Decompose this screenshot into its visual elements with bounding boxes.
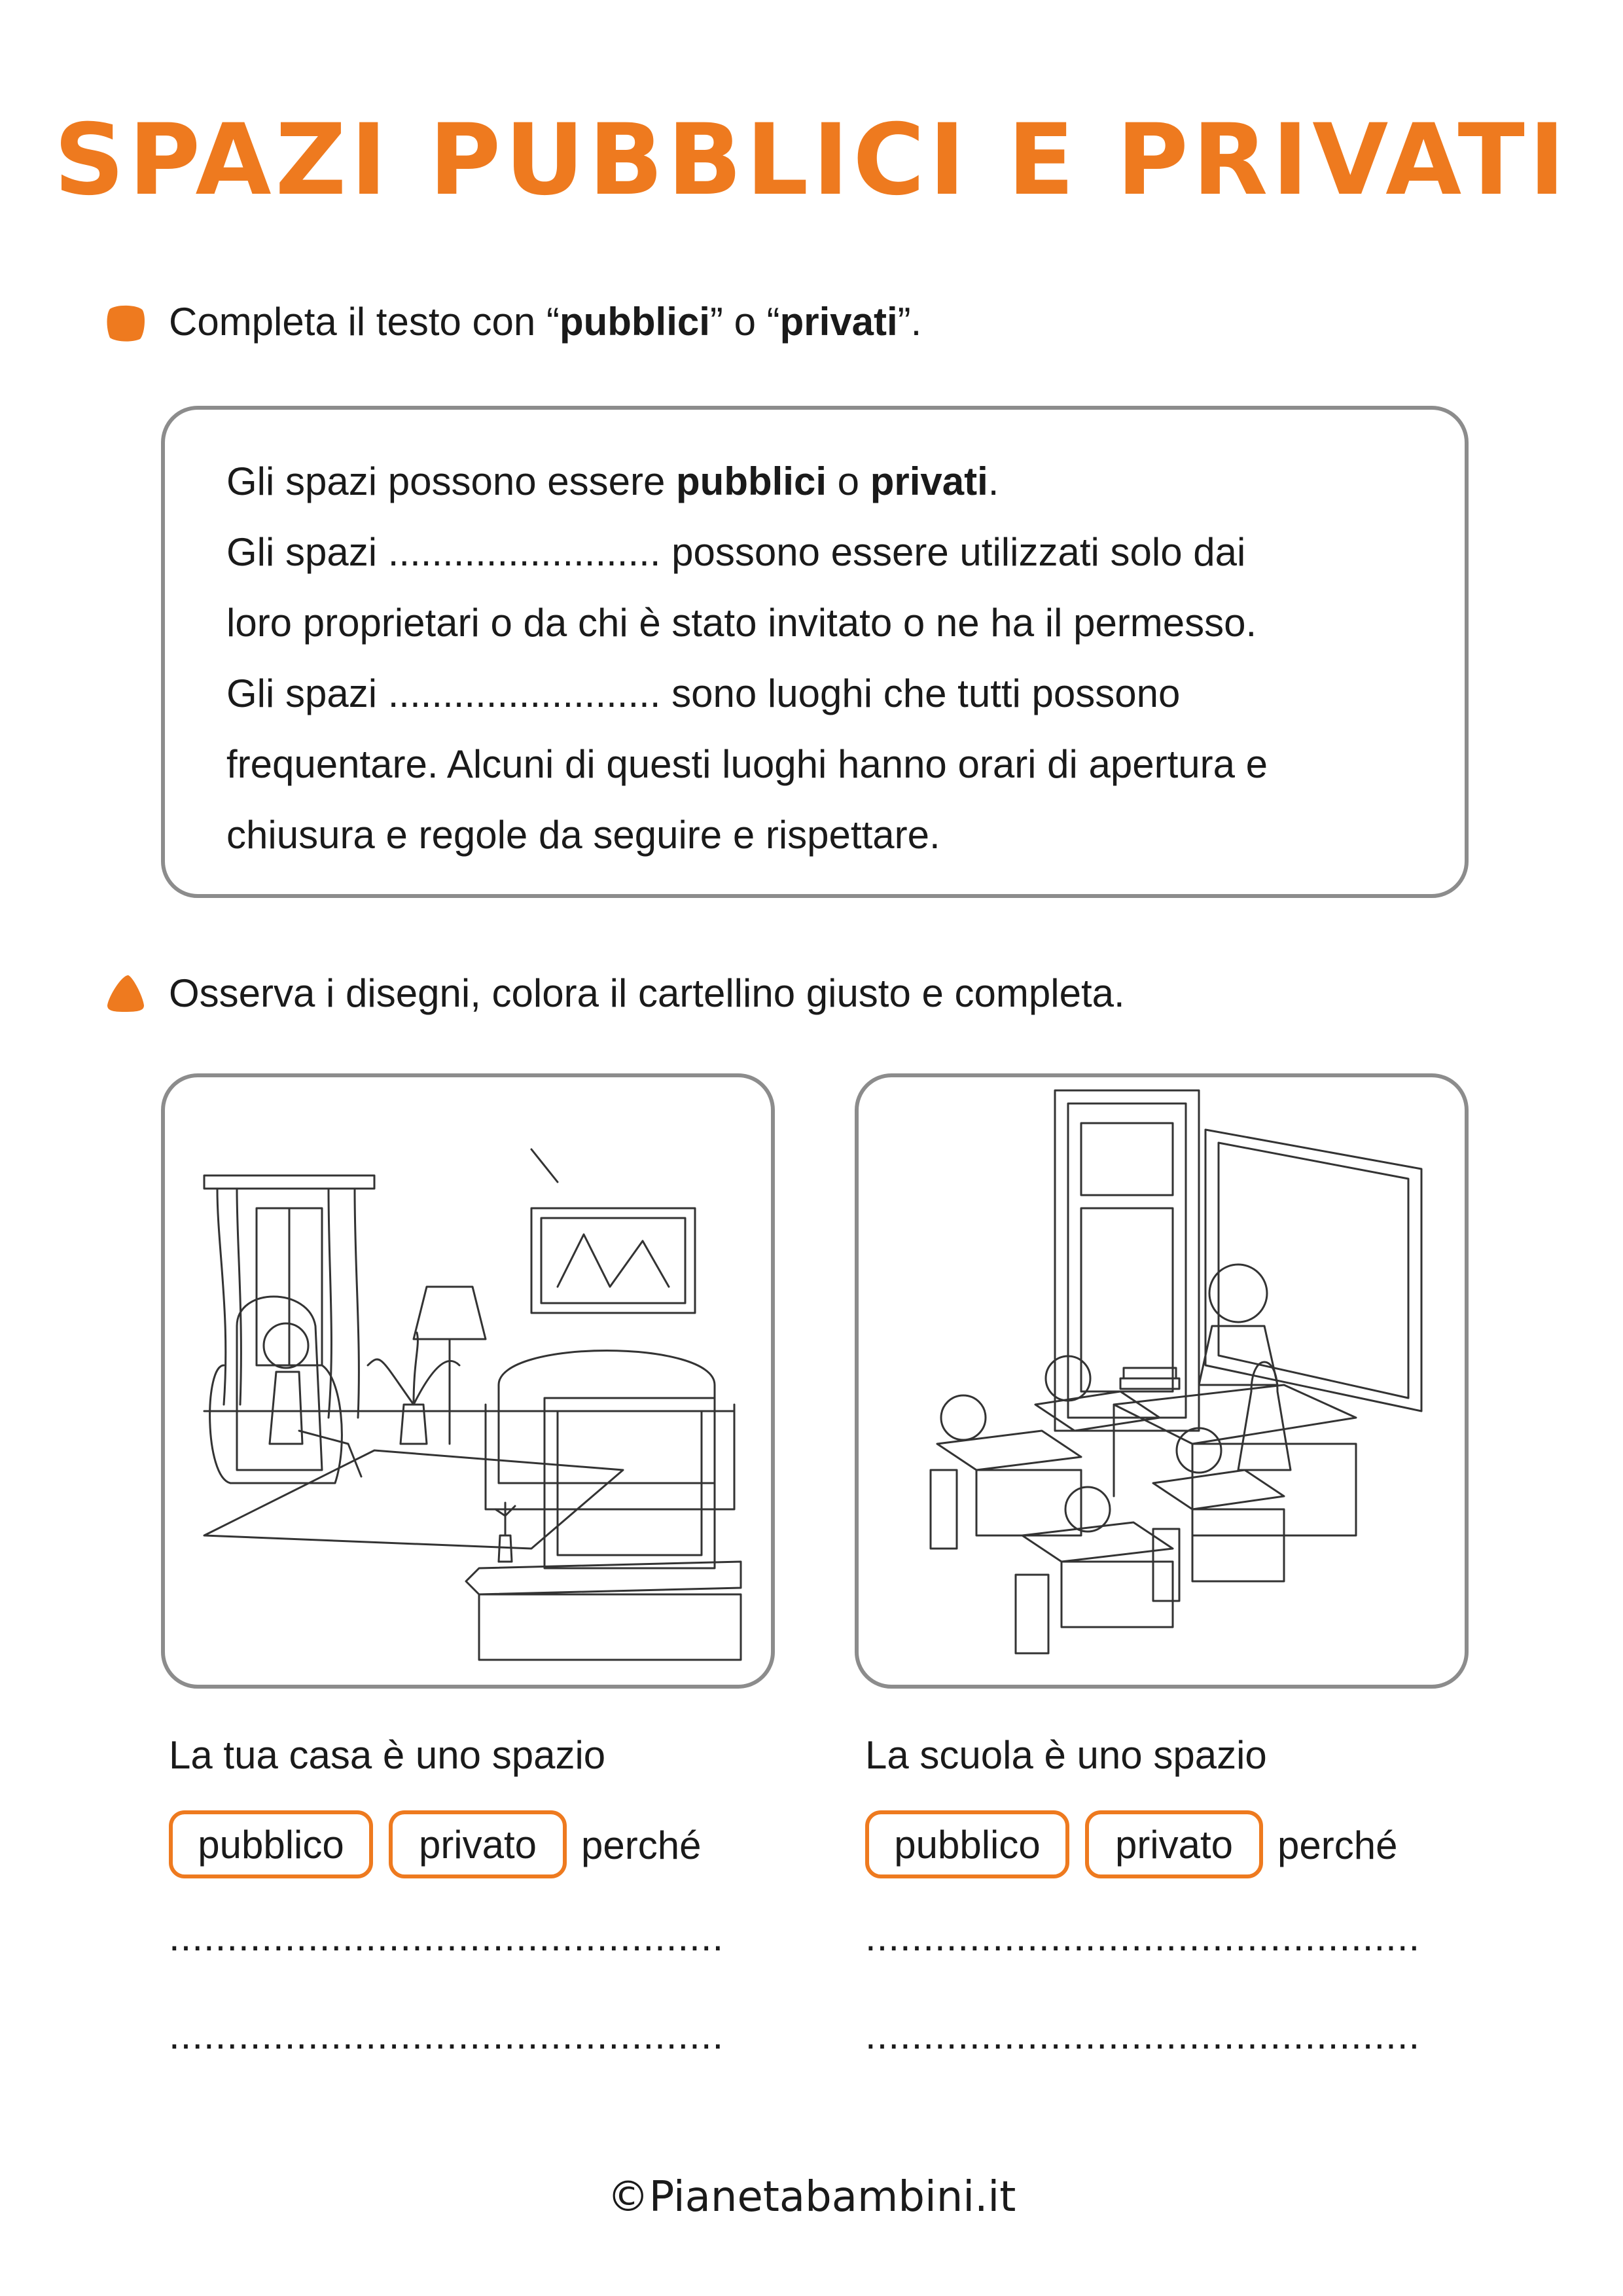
footer-copyright: ©Pianetabambini.it — [607, 2173, 1016, 2221]
right-because: perché — [1277, 1823, 1398, 1867]
passage-line-4[interactable]: Gli spazi ......................... sono luoghi che tutti possono — [226, 672, 1181, 715]
left-option-pubblico[interactable]: pubblico — [169, 1810, 373, 1878]
living-room-picture-frame — [161, 1073, 775, 1689]
right-answer-line-2[interactable]: ................................................ — [865, 2016, 1421, 2055]
instruction-1: Completa il testo con “pubblici” o “privati”. — [169, 300, 922, 344]
left-option-privato[interactable]: privato — [389, 1810, 567, 1878]
passage-line-1: Gli spazi possono essere pubblici o privati. — [226, 459, 999, 503]
left-question: La tua casa è uno spazio — [169, 1733, 606, 1777]
right-answer-line-1[interactable]: ................................................ — [865, 1918, 1421, 1957]
passage-box — [161, 406, 1469, 898]
passage-line-2[interactable]: Gli spazi ......................... possono essere utilizzati solo dai — [226, 530, 1246, 574]
instruction-2: Osserva i disegni, colora il cartellino giusto e completa. — [169, 971, 1125, 1015]
classroom-picture-frame — [855, 1073, 1469, 1689]
passage-line-5: frequentare. Alcuni di questi luoghi hanno orari di apertura e — [226, 742, 1268, 786]
page-title: SPAZI PUBBLICI E PRIVATI — [54, 103, 1569, 217]
passage-line-6: chiusura e regole da seguire e rispettare. — [226, 813, 940, 857]
left-answer-line-2[interactable]: ................................................ — [169, 2016, 724, 2055]
right-option-pubblico[interactable]: pubblico — [865, 1810, 1069, 1878]
left-because: perché — [581, 1823, 702, 1867]
classroom-illustration — [859, 1077, 1465, 1685]
left-answer-line-1[interactable]: ................................................ — [169, 1918, 724, 1957]
passage-line-3: loro proprietari o da chi è stato invitato o ne ha il permesso. — [226, 601, 1257, 645]
orange-blob-icon — [105, 302, 147, 344]
orange-triangle-blob-icon — [105, 973, 147, 1014]
living-room-illustration — [165, 1077, 771, 1685]
right-option-privato[interactable]: privato — [1085, 1810, 1263, 1878]
right-question: La scuola è uno spazio — [865, 1733, 1267, 1777]
